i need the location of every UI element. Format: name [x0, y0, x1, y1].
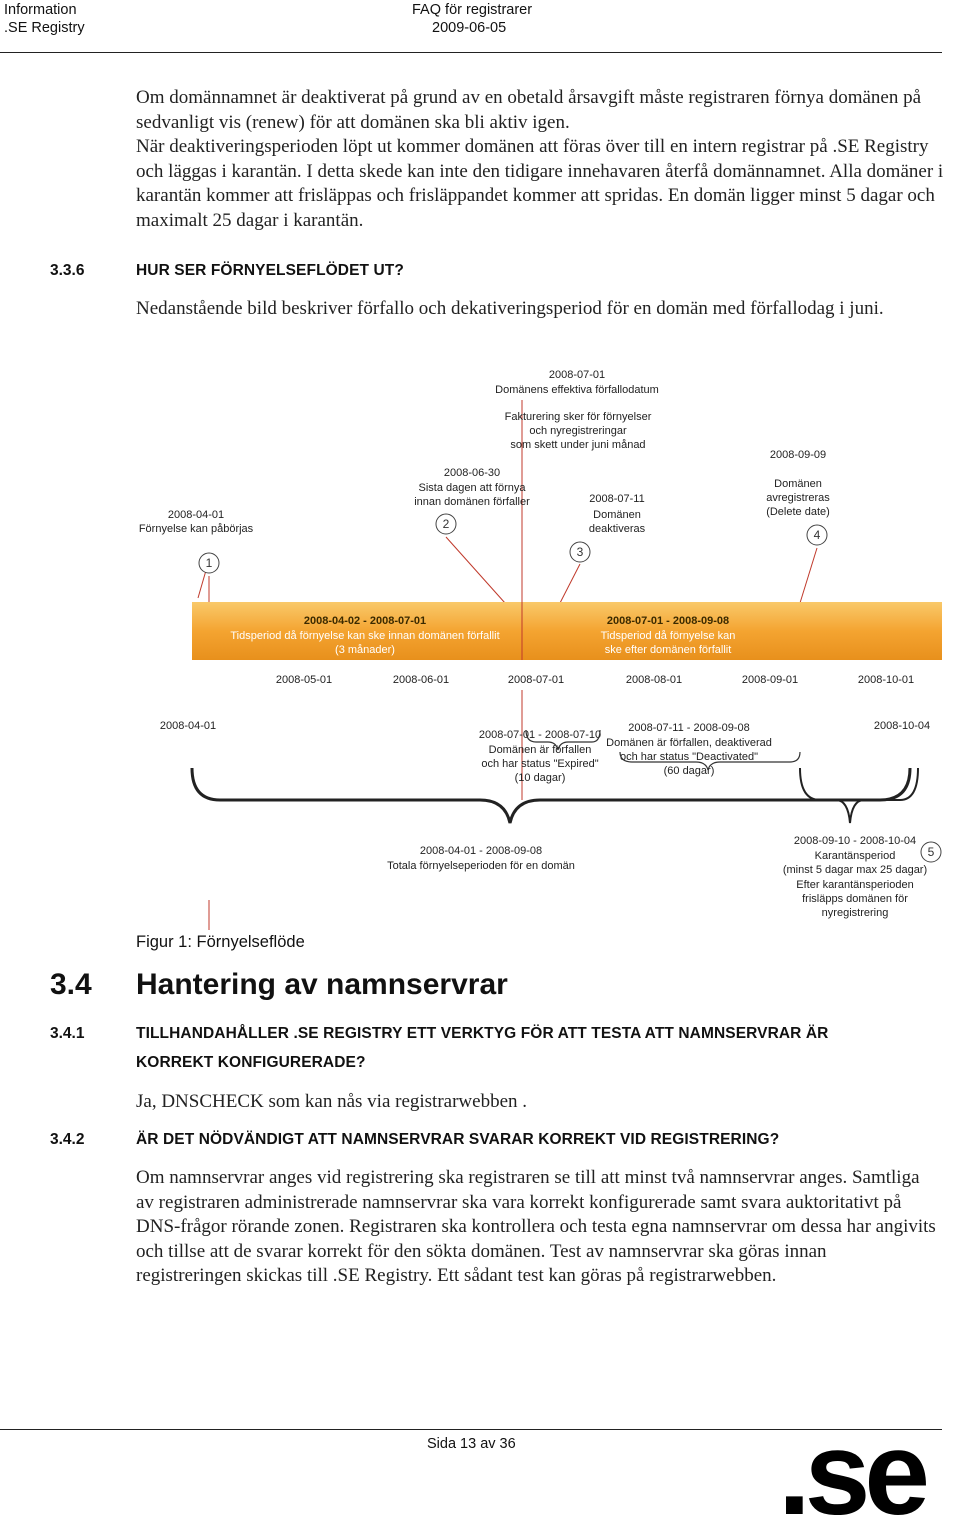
top-label: Domänens effektiva förfallodatum	[495, 384, 659, 396]
header-doc-date: 2009-06-05	[432, 20, 507, 36]
section-342-text: Om namnservrar anges vid registrering ska registraren se till att minst två namnservrar anges. Samtliga av registraren administrerade namnservrar ska vara korrekt konfigurerade samt svara auktoritativt på DNS-frågor rörande zonen. Registraren ska kontrollera och testa egna namnservrar om dessa har angivits och tillse att de svarar korrekt för den sökta domänen. Test av namnservrar ska göras innan registreringen skickas till .SE Registry. Ett sådant test kan göras på registrarwebben.	[136, 1167, 936, 1287]
header-org-name: .SE Registry	[4, 20, 85, 36]
axis-month-label: 2008-05-01	[275, 674, 333, 686]
svg-text:3: 3	[576, 545, 584, 559]
svg-text:4: 4	[813, 528, 821, 542]
header-divider	[0, 52, 942, 53]
marker-2-line-2: innan domänen förfaller	[414, 496, 530, 508]
marker-connector-4	[800, 548, 817, 603]
deactivated-line-2: Domänen är förfallen, deaktiverad	[606, 737, 772, 749]
deactivated-line-3: och har status "Deactivated"	[619, 751, 759, 763]
section-341-text: Ja, DNSCHECK som kan nås via registrarwebben .	[136, 1091, 528, 1112]
axis-month-label: 2008-08-01	[625, 674, 683, 686]
marker-1-label: Förnyelse kan påbörjas	[138, 523, 254, 535]
marker-2-date: 2008-06-30	[443, 467, 501, 479]
section-34-number: 3.4	[50, 968, 92, 1001]
section-336-text: Nedanstående bild beskriver förfallo och dekativeringsperiod för en domän med förfallodag i juni.	[136, 298, 884, 319]
bar-left-line-2: Tidsperiod då förnyelse kan ske innan domänen förfallit	[230, 630, 500, 642]
section-336-heading: HUR SER FÖRNYELSEFLÖDET UT?	[136, 262, 404, 279]
marker-connector-3	[560, 564, 580, 603]
expired-line-4: (10 dagar)	[514, 772, 566, 784]
expired-date: 2008-07-01 - 2008-07-10	[478, 729, 602, 741]
axis-month-label: 2008-06-01	[392, 674, 450, 686]
axis-month-label: 2008-10-01	[857, 674, 915, 686]
page-number: Sida 13 av 36	[427, 1436, 516, 1452]
total-label: Totala förnyelseperioden för en domän	[387, 860, 575, 872]
section-341-number: 3.4.1	[50, 1025, 85, 1042]
top-date: 2008-07-01	[548, 369, 606, 381]
header-doc-type: Information	[4, 2, 77, 18]
section-342-heading: ÄR DET NÖDVÄNDIGT ATT NAMNSERVRAR SVARAR KORREKT VID REGISTRERING?	[136, 1131, 780, 1148]
expired-line-3: och har status "Expired"	[481, 758, 599, 770]
deactivated-line-4: (60 dagar)	[663, 765, 715, 777]
marker-4-date: 2008-09-09	[769, 449, 827, 461]
svg-text:1: 1	[205, 556, 213, 570]
billing-line-3: som skett under juni månad	[510, 439, 646, 451]
marker-3-date: 2008-07-11	[589, 493, 645, 505]
figure-caption: Figur 1: Förnyelseflöde	[136, 933, 305, 951]
intro-paragraph-2: När deaktiveringsperioden löpt ut kommer domänen att föras över till en intern registrar på .SE Registry och läggas i karantän. I detta skede kan inte den tidigare innehavaren återfå domännamnet. Alla domäner i karantän kommer att frisläppas och frisläppandet kommer att spridas. En domän ligger minst 5 dagar och maximalt 25 dagar i karantän.	[136, 136, 944, 231]
marker-2-line-1: Sista dagen att förnya	[418, 482, 526, 494]
quarantine-line-5: frisläpps domänen för	[802, 893, 908, 905]
marker-circle-2	[436, 514, 456, 534]
billing-line-1: Fakturering sker för förnyelser	[504, 411, 652, 423]
marker-circle-5	[921, 842, 941, 862]
svg-text:5: 5	[927, 845, 935, 859]
quarantine-line-6: nyregistrering	[821, 907, 889, 919]
intro-paragraph-1: Om domännamnet är deaktiverat på grund av en obetald årsavgift måste registraren förnya domänen på sedvanligt vis (renew) för att domänen ska bli aktiv igen.	[136, 87, 922, 133]
quarantine-line-3: (minst 5 dagar max 25 dagar)	[782, 864, 928, 876]
deactivated-date: 2008-07-11 - 2008-09-08	[628, 722, 750, 734]
marker-1-date: 2008-04-01	[167, 509, 225, 521]
axis-month-label: 2008-07-01	[507, 674, 565, 686]
renewal-flow-figure	[0, 360, 960, 930]
section-341-heading-line-1: TILLHANDAHÅLLER .SE REGISTRY ETT VERKTYG FÖR ATT TESTA ATT NAMNSERVRAR ÄR	[136, 1025, 829, 1042]
bar-right-line-3: ske efter domänen förfallit	[604, 644, 732, 656]
bar-left-date: 2008-04-02 - 2008-07-01	[303, 615, 427, 627]
bar-right-date: 2008-07-01 - 2008-09-08	[606, 615, 730, 627]
marker-4-line-1: Domänen	[774, 478, 822, 490]
header-doc-title: FAQ för registrarer	[412, 2, 533, 18]
marker-4-line-3: (Delete date)	[766, 506, 830, 518]
section-34-title: Hantering av namnservrar	[136, 968, 508, 1001]
section-342-number: 3.4.2	[50, 1131, 85, 1148]
total-date: 2008-04-01 - 2008-09-08	[419, 845, 543, 857]
axis-start-date: 2008-04-01	[159, 720, 217, 732]
intro-text	[136, 86, 948, 234]
axis-month-label: 2008-09-01	[741, 674, 799, 686]
quarantine-date: 2008-09-10 - 2008-10-04	[793, 835, 917, 847]
marker-circle-1	[199, 553, 219, 573]
bar-right-line-2: Tidsperiod då förnyelse kan	[600, 630, 736, 642]
marker-circle-4	[807, 525, 827, 545]
svg-text:2: 2	[442, 517, 450, 531]
section-336-number: 3.3.6	[50, 262, 85, 279]
se-logo: .se	[778, 1408, 925, 1540]
quarantine-line-4: Efter karantänsperioden	[796, 879, 914, 891]
expired-line-2: Domänen är förfallen	[488, 744, 592, 756]
marker-circle-3	[570, 542, 590, 562]
marker-4-line-2: avregistreras	[766, 492, 830, 504]
billing-line-2: och nyregistreringar	[529, 425, 627, 437]
section-341-heading-line-2: KORREKT KONFIGURERADE?	[136, 1054, 366, 1071]
marker-3-line-1: Domänen	[593, 509, 641, 521]
axis-end-date: 2008-10-04	[873, 720, 931, 732]
quarantine-line-2: Karantänsperiod	[814, 850, 896, 862]
marker-3-line-2: deaktiveras	[588, 523, 646, 535]
marker-connector-2	[446, 537, 505, 603]
bar-left-line-3: (3 månader)	[335, 644, 395, 656]
